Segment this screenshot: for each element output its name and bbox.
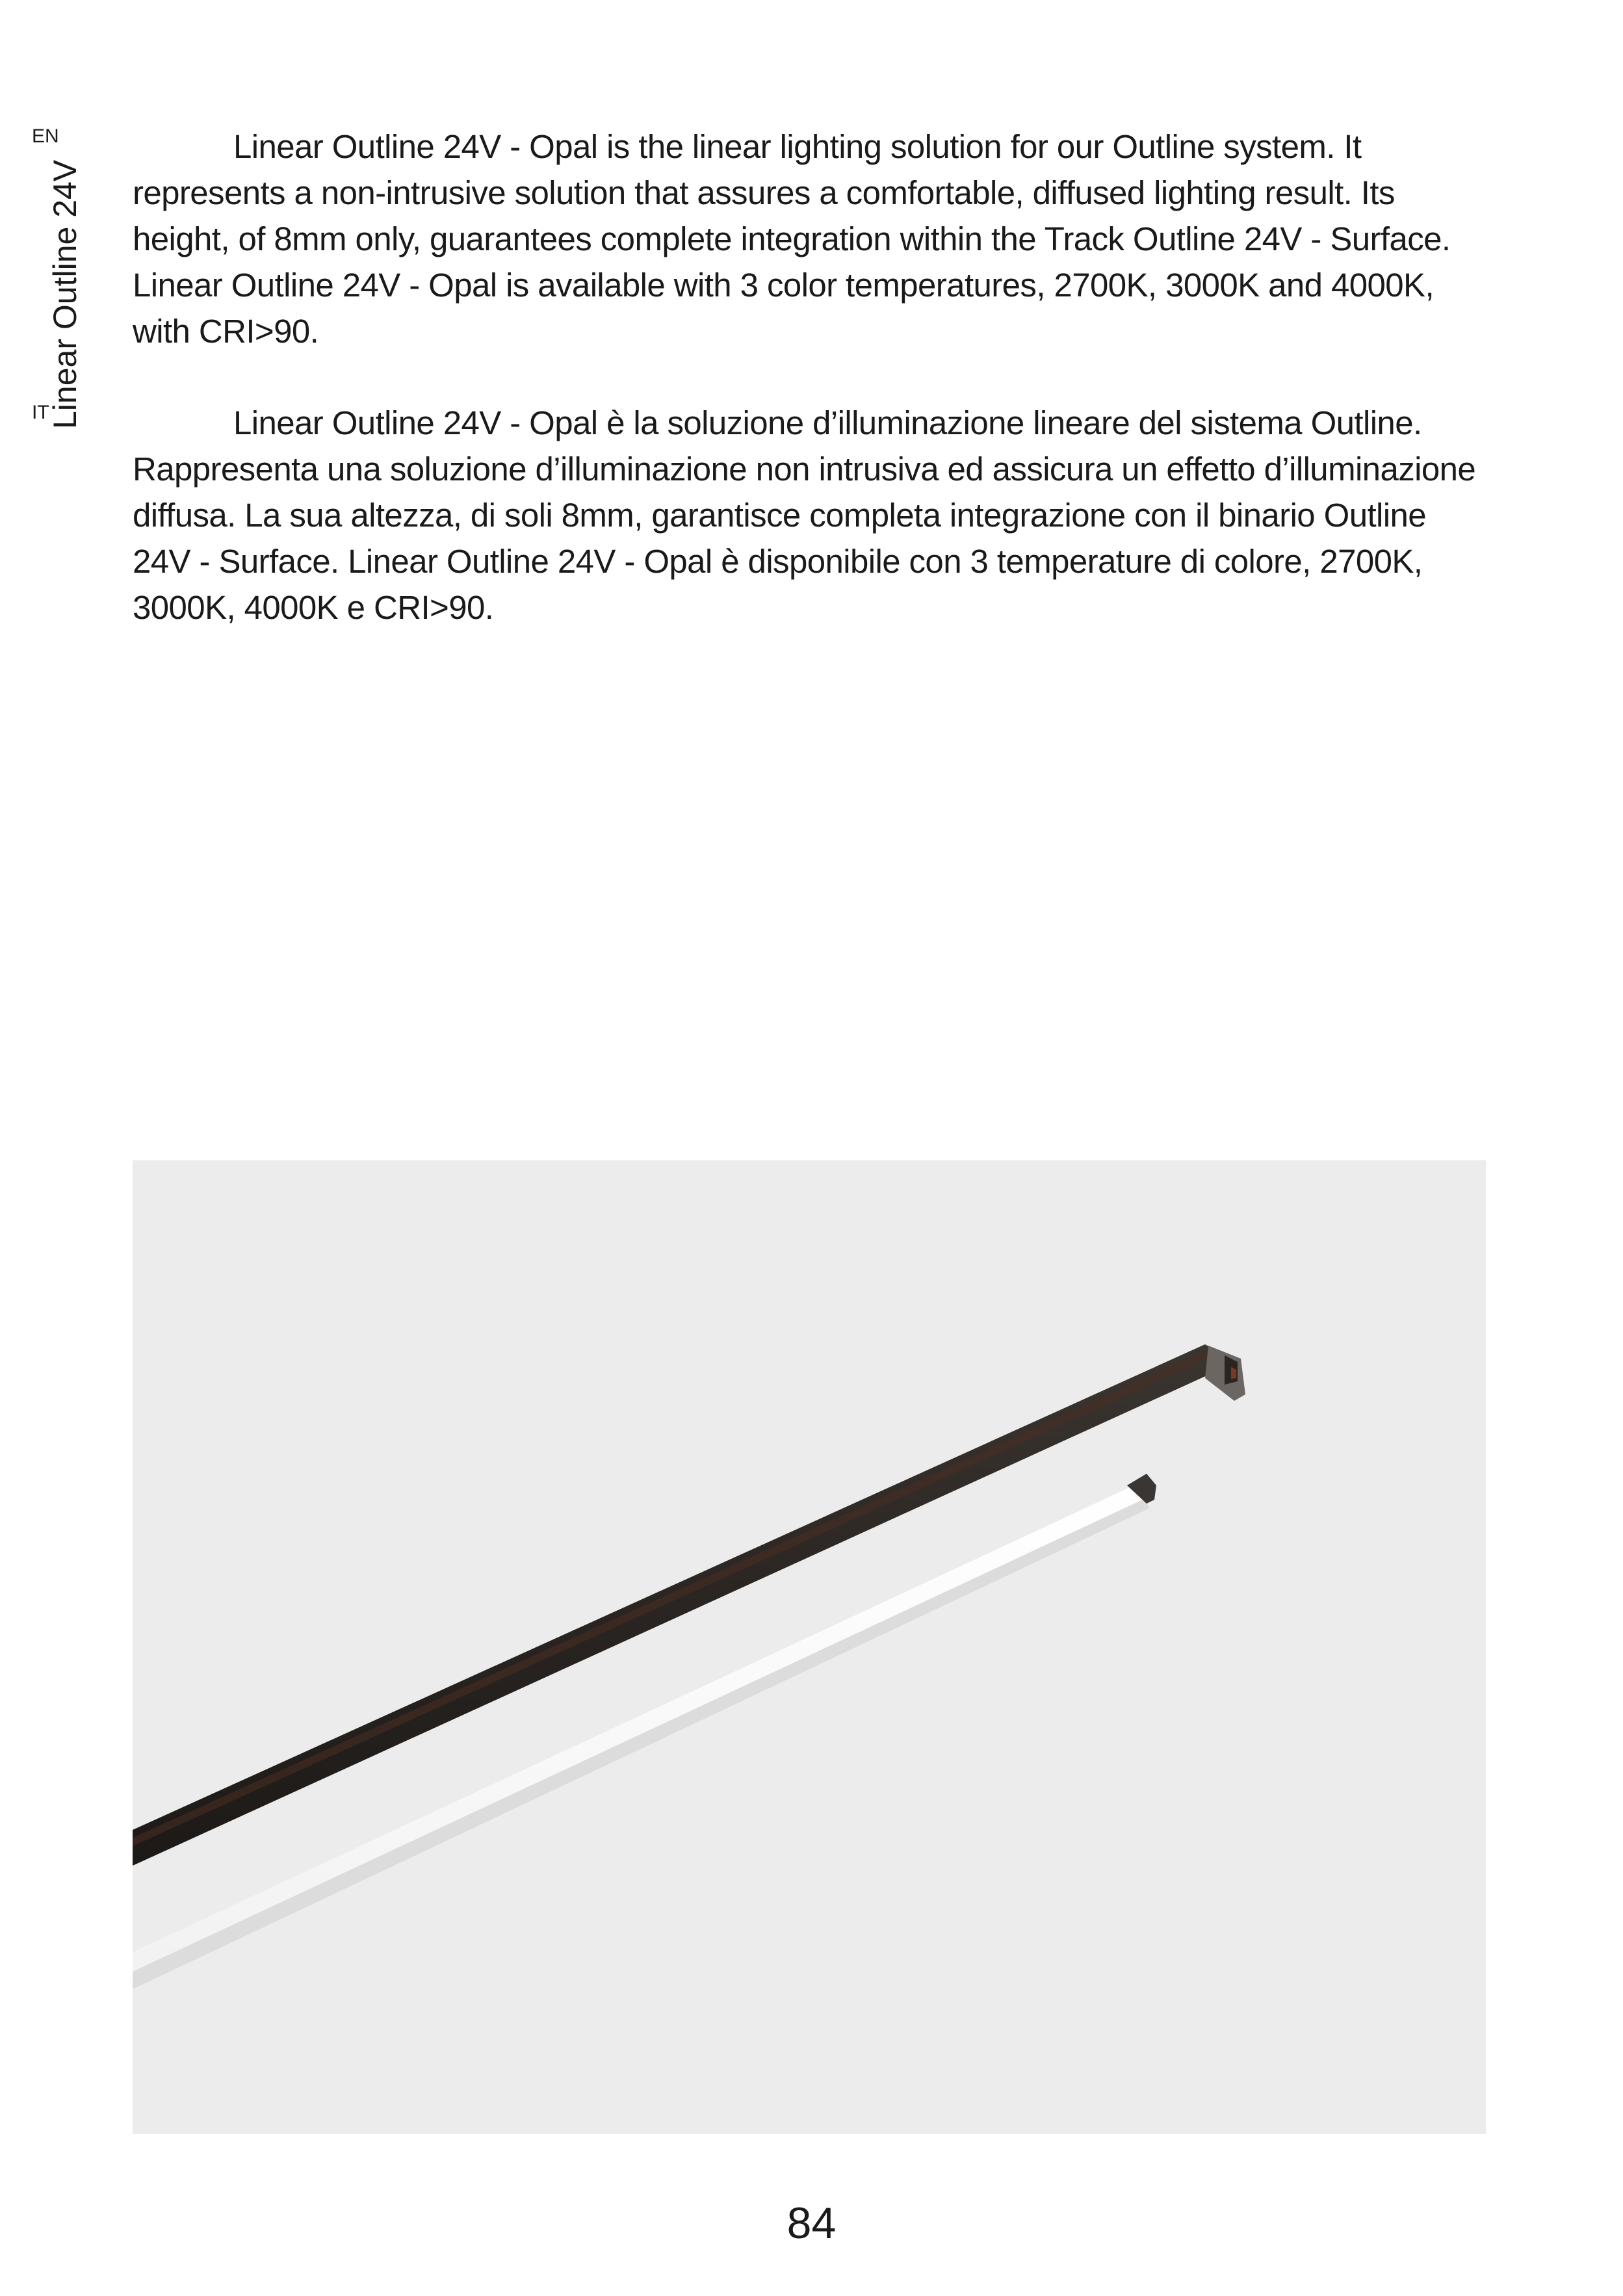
side-title bbox=[45, 130, 84, 429]
description-it-text: Linear Outline 24V - Opal è la soluzione d’illuminazione lineare del sistema Outline. Rappresenta una soluzione d’illuminazione non intrusiva ed assicura un effetto d’illuminazione diffusa. La sua altezza, di soli 8mm, garantisce completa integrazione con il binario Outline 24V - Surface. Linear Outline 24V - Opal è disponibile con 3 temperature di colore, 2700K, 3000K, 4000K e CRI>90. bbox=[133, 404, 1476, 626]
description-en-paragraph bbox=[32, 124, 1485, 354]
opal-profile bbox=[133, 1474, 1156, 1989]
page-number: 84 bbox=[786, 2198, 837, 2248]
description-en bbox=[32, 124, 1485, 354]
side-title-text: Linear Outline 24V bbox=[47, 159, 83, 429]
product-photo bbox=[133, 1160, 1486, 2134]
language-tag-en: EN bbox=[32, 125, 59, 147]
description-it-paragraph bbox=[32, 400, 1485, 631]
description-en-text: Linear Outline 24V - Opal is the linear lighting solution for our Outline system. It represents a non-intrusive solution that assures a comfortable, diffused lighting result. Its height, of 8mm only, guarantees complete integration within the Track Outline 24V - Surface. Linear Outline 24V - Opal is available with 3 color temperatures, 2700K, 3000K and 4000K, with CRI>90. bbox=[133, 128, 1451, 350]
language-tag-it: IT bbox=[32, 402, 49, 423]
product-render bbox=[133, 1160, 1486, 2134]
track-profile bbox=[133, 1344, 1245, 1866]
description-it bbox=[32, 400, 1485, 631]
